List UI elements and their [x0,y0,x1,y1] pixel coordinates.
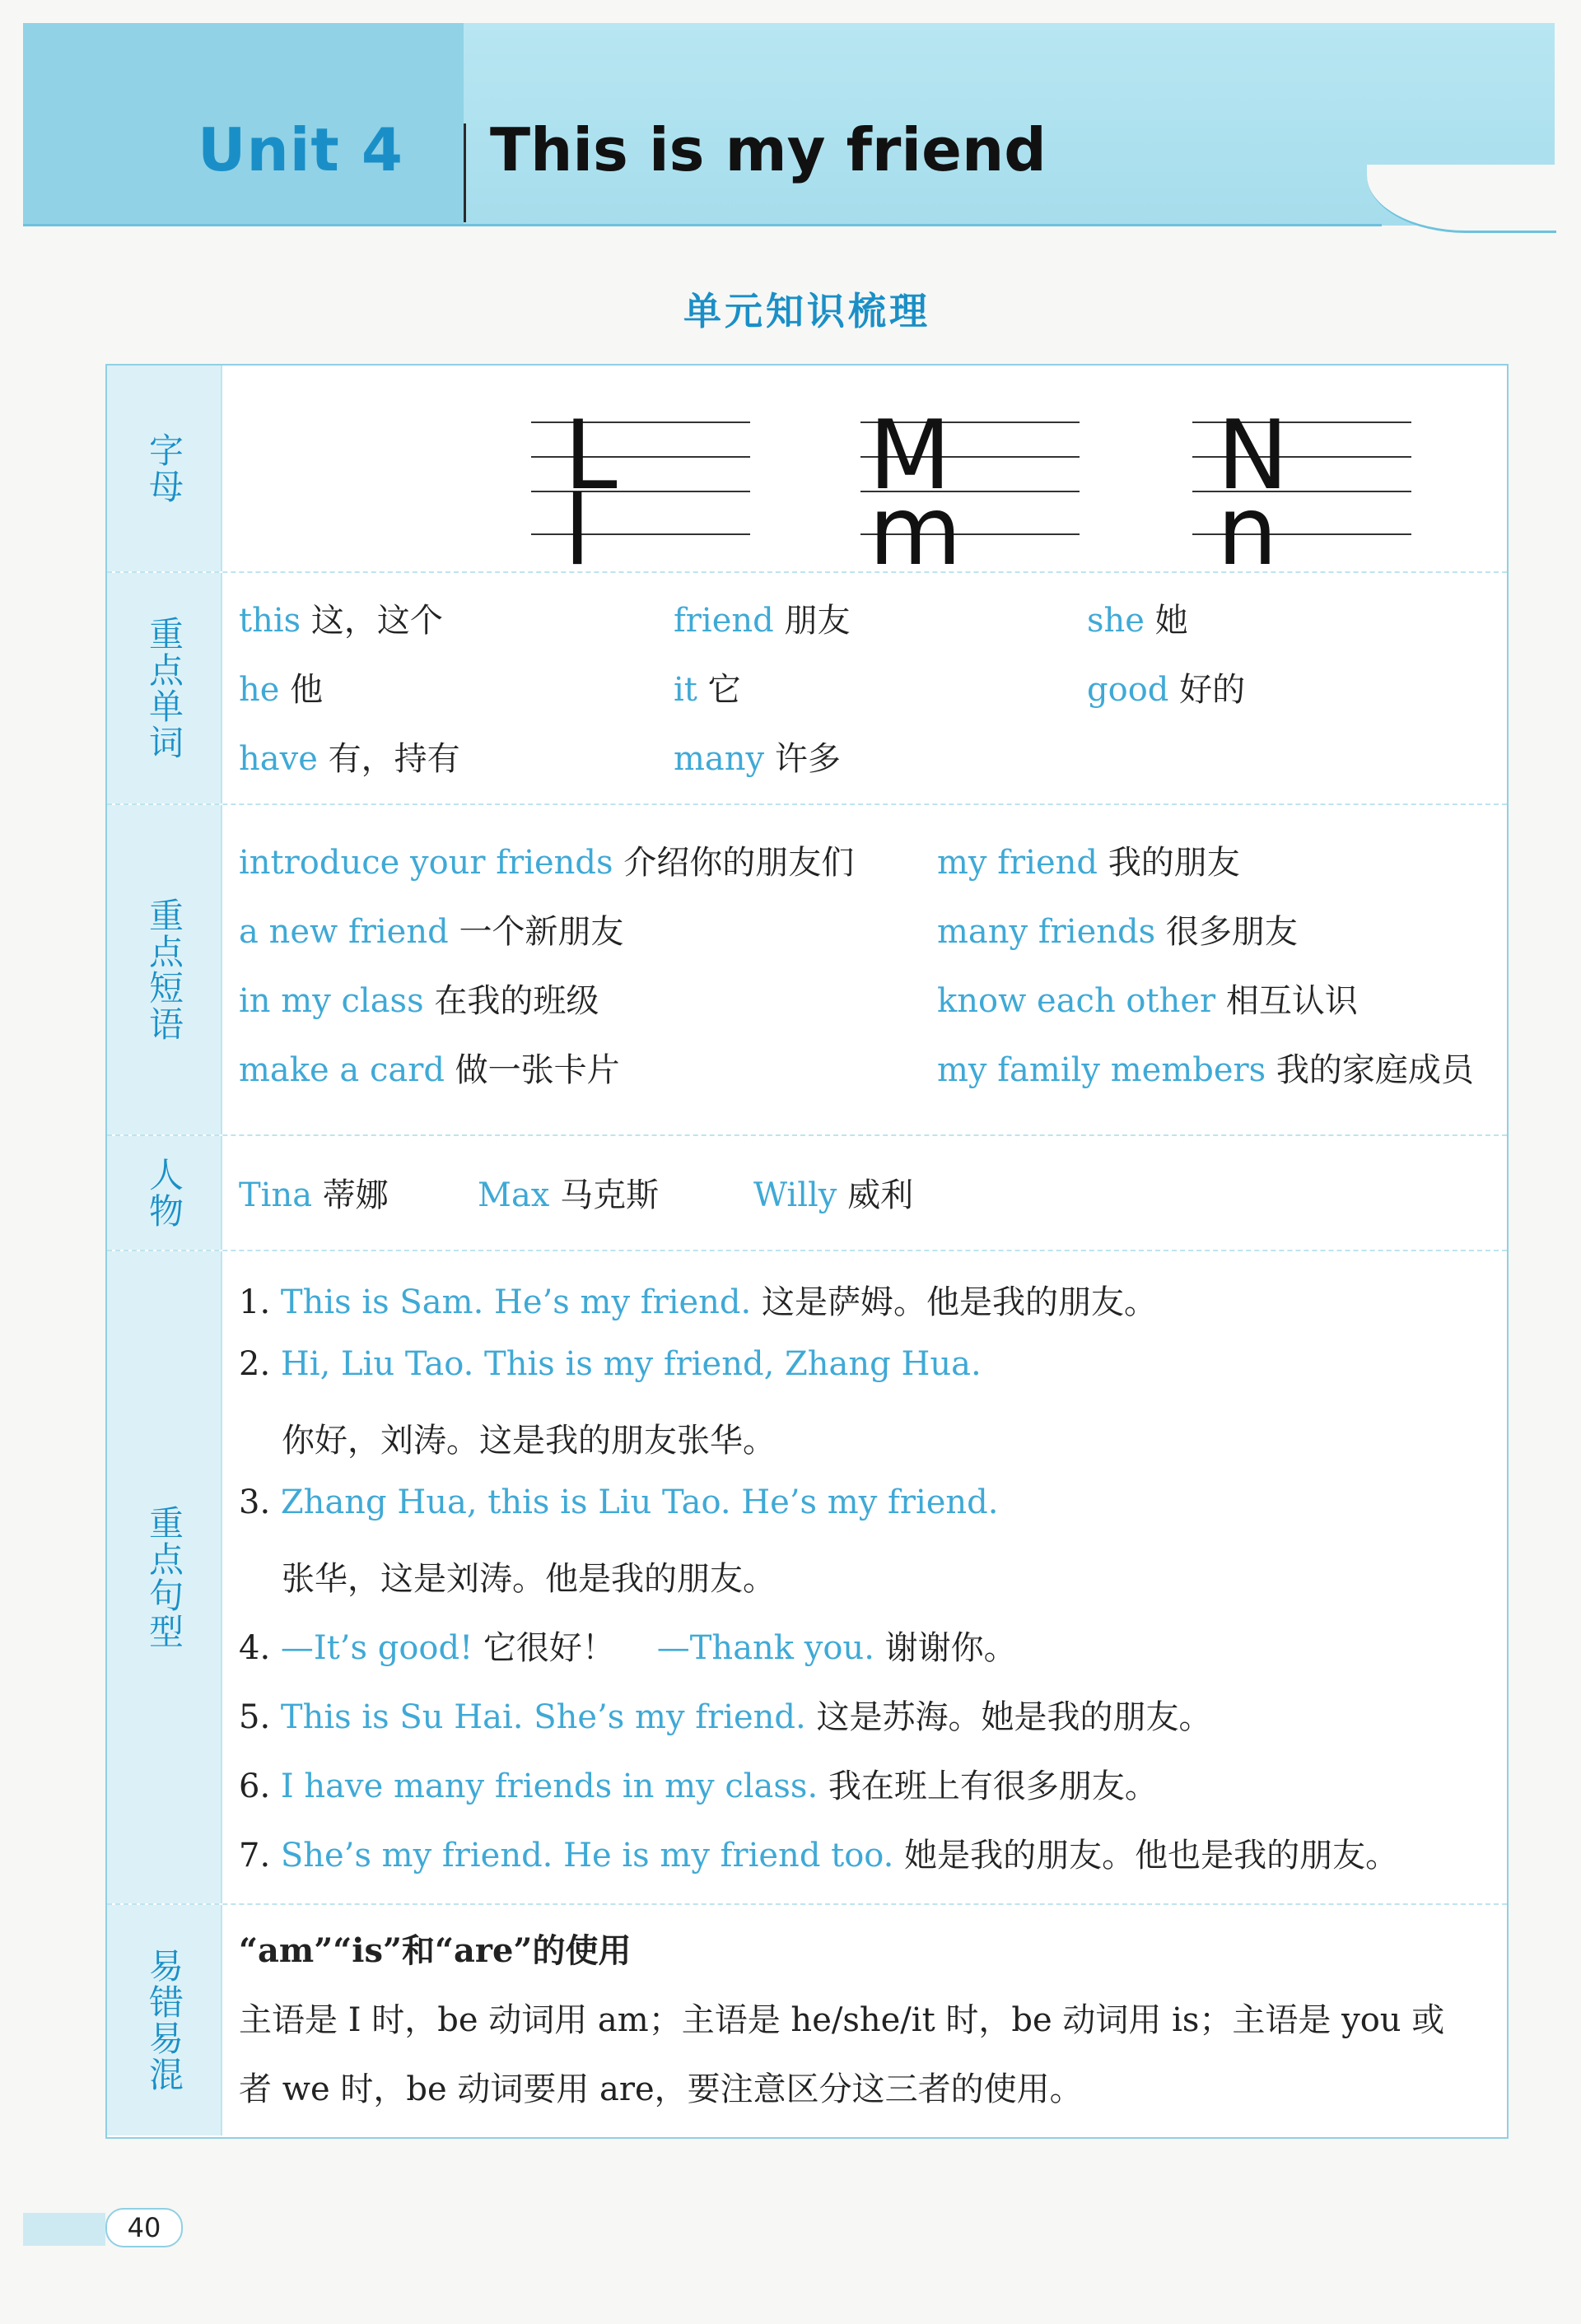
word-item: have 有，持有 [239,740,460,778]
row-label-cell [107,1905,222,2135]
footer-tab [23,2213,105,2246]
letters-content [239,366,1490,587]
letter-glyph: L l [564,400,651,587]
word-item: she 她 [1087,602,1188,640]
character-item: Tina 蒂娜 [239,1176,389,1214]
phrase-item: my friend 我的朋友 [937,844,1240,882]
row-label-cell [107,1136,222,1250]
confusables-content [239,1905,1490,2135]
word-item: many 许多 [674,740,841,778]
letter-practice-l [531,400,750,587]
phrase-item: a new friend 一个新朋友 [239,913,624,951]
sentence-item: 4. —It’s good! 它很好！ —Thank you. 谢谢你。 [239,1629,1017,1667]
word-item: it 它 [674,671,741,709]
letter-practice-n [1192,400,1411,587]
confusables-text-line: 主语是 I 时，be 动词用 am；主语是 he/she/it 时，be 动词用 is；主语是 you 或 [239,2001,1445,2039]
phrase-item: my family members 我的家庭成员 [937,1051,1474,1089]
header-divider [23,224,1382,226]
word-item: friend 朋友 [674,602,851,640]
row-label-cell [107,366,222,571]
sentence-item: 2. Hi, Liu Tao. This is my friend, Zhang Hua. [239,1345,982,1383]
phrase-item: introduce your friends 介绍你的朋友们 [239,844,855,882]
sentence-item: 6. I have many friends in my class. 我在班上有很多朋友。 [239,1767,1158,1805]
phrase-item: know each other 相互认识 [937,982,1358,1020]
letter-glyph: M m [869,400,995,587]
phrase-item: many friends 很多朋友 [937,913,1298,951]
characters-label: 人物 [144,1157,184,1229]
letter-practice-m [860,400,1080,587]
knowledge-table [105,364,1509,2139]
letter-glyph: N n [1217,400,1322,587]
sentence-item: 7. She’s my friend. He is my friend too. 她是我的朋友。他也是我的朋友。 [239,1837,1399,1875]
characters-row [107,1136,1507,1251]
character-item: Max 马克斯 [478,1176,660,1214]
word-item: good 好的 [1087,671,1246,709]
sentence-item: 1. This is Sam. He’s my friend. 这是萨姆。他是我的朋友。 [239,1283,1157,1321]
sentences-label: 重点句型 [144,1505,184,1650]
phrases-content [239,805,1490,1134]
confusables-row [107,1905,1507,2135]
letters-row [107,366,1507,587]
phrases-row [107,805,1507,1136]
characters-content [239,1136,1490,1250]
unit-title: This is my friend [490,115,1047,184]
phrases-label: 重点短语 [144,897,184,1042]
letters-label: 字母 [144,432,184,505]
character-item: Willy 威利 [753,1176,914,1214]
sentences-row [107,1251,1507,1905]
words-label: 重点单词 [144,616,184,761]
confusables-title: “am”“is”和“are”的使用 [239,1931,632,1970]
word-item: this 这，这个 [239,602,443,640]
row-label-cell [107,573,222,803]
word-item: he 他 [239,671,324,709]
page-number: 40 [105,2208,183,2247]
sentence-translation: 张华，这是刘涛。他是我的朋友。 [282,1560,776,1598]
phrase-item: in my class 在我的班级 [239,982,599,1020]
sentences-content [239,1251,1490,1903]
sentence-item: 3. Zhang Hua, this is Liu Tao. He’s my friend. [239,1483,999,1521]
section-heading: 单元知识梳理 [683,289,930,333]
row-label-cell [107,805,222,1134]
confusables-text-line: 者 we 时，be 动词要用 are，要注意区分这三者的使用。 [239,2070,1083,2108]
phrase-item: make a card 做一张卡片 [239,1051,620,1089]
row-label-cell [107,1251,222,1903]
words-row [107,573,1507,805]
title-separator [464,123,466,222]
confusables-label: 易错易混 [144,1948,184,2093]
words-content [239,573,1490,803]
unit-label: Unit 4 [198,115,403,184]
sentence-item: 5. This is Su Hai. She’s my friend. 这是苏海。她是我的朋友。 [239,1698,1212,1736]
sentence-translation: 你好，刘涛。这是我的朋友张华。 [282,1422,776,1460]
